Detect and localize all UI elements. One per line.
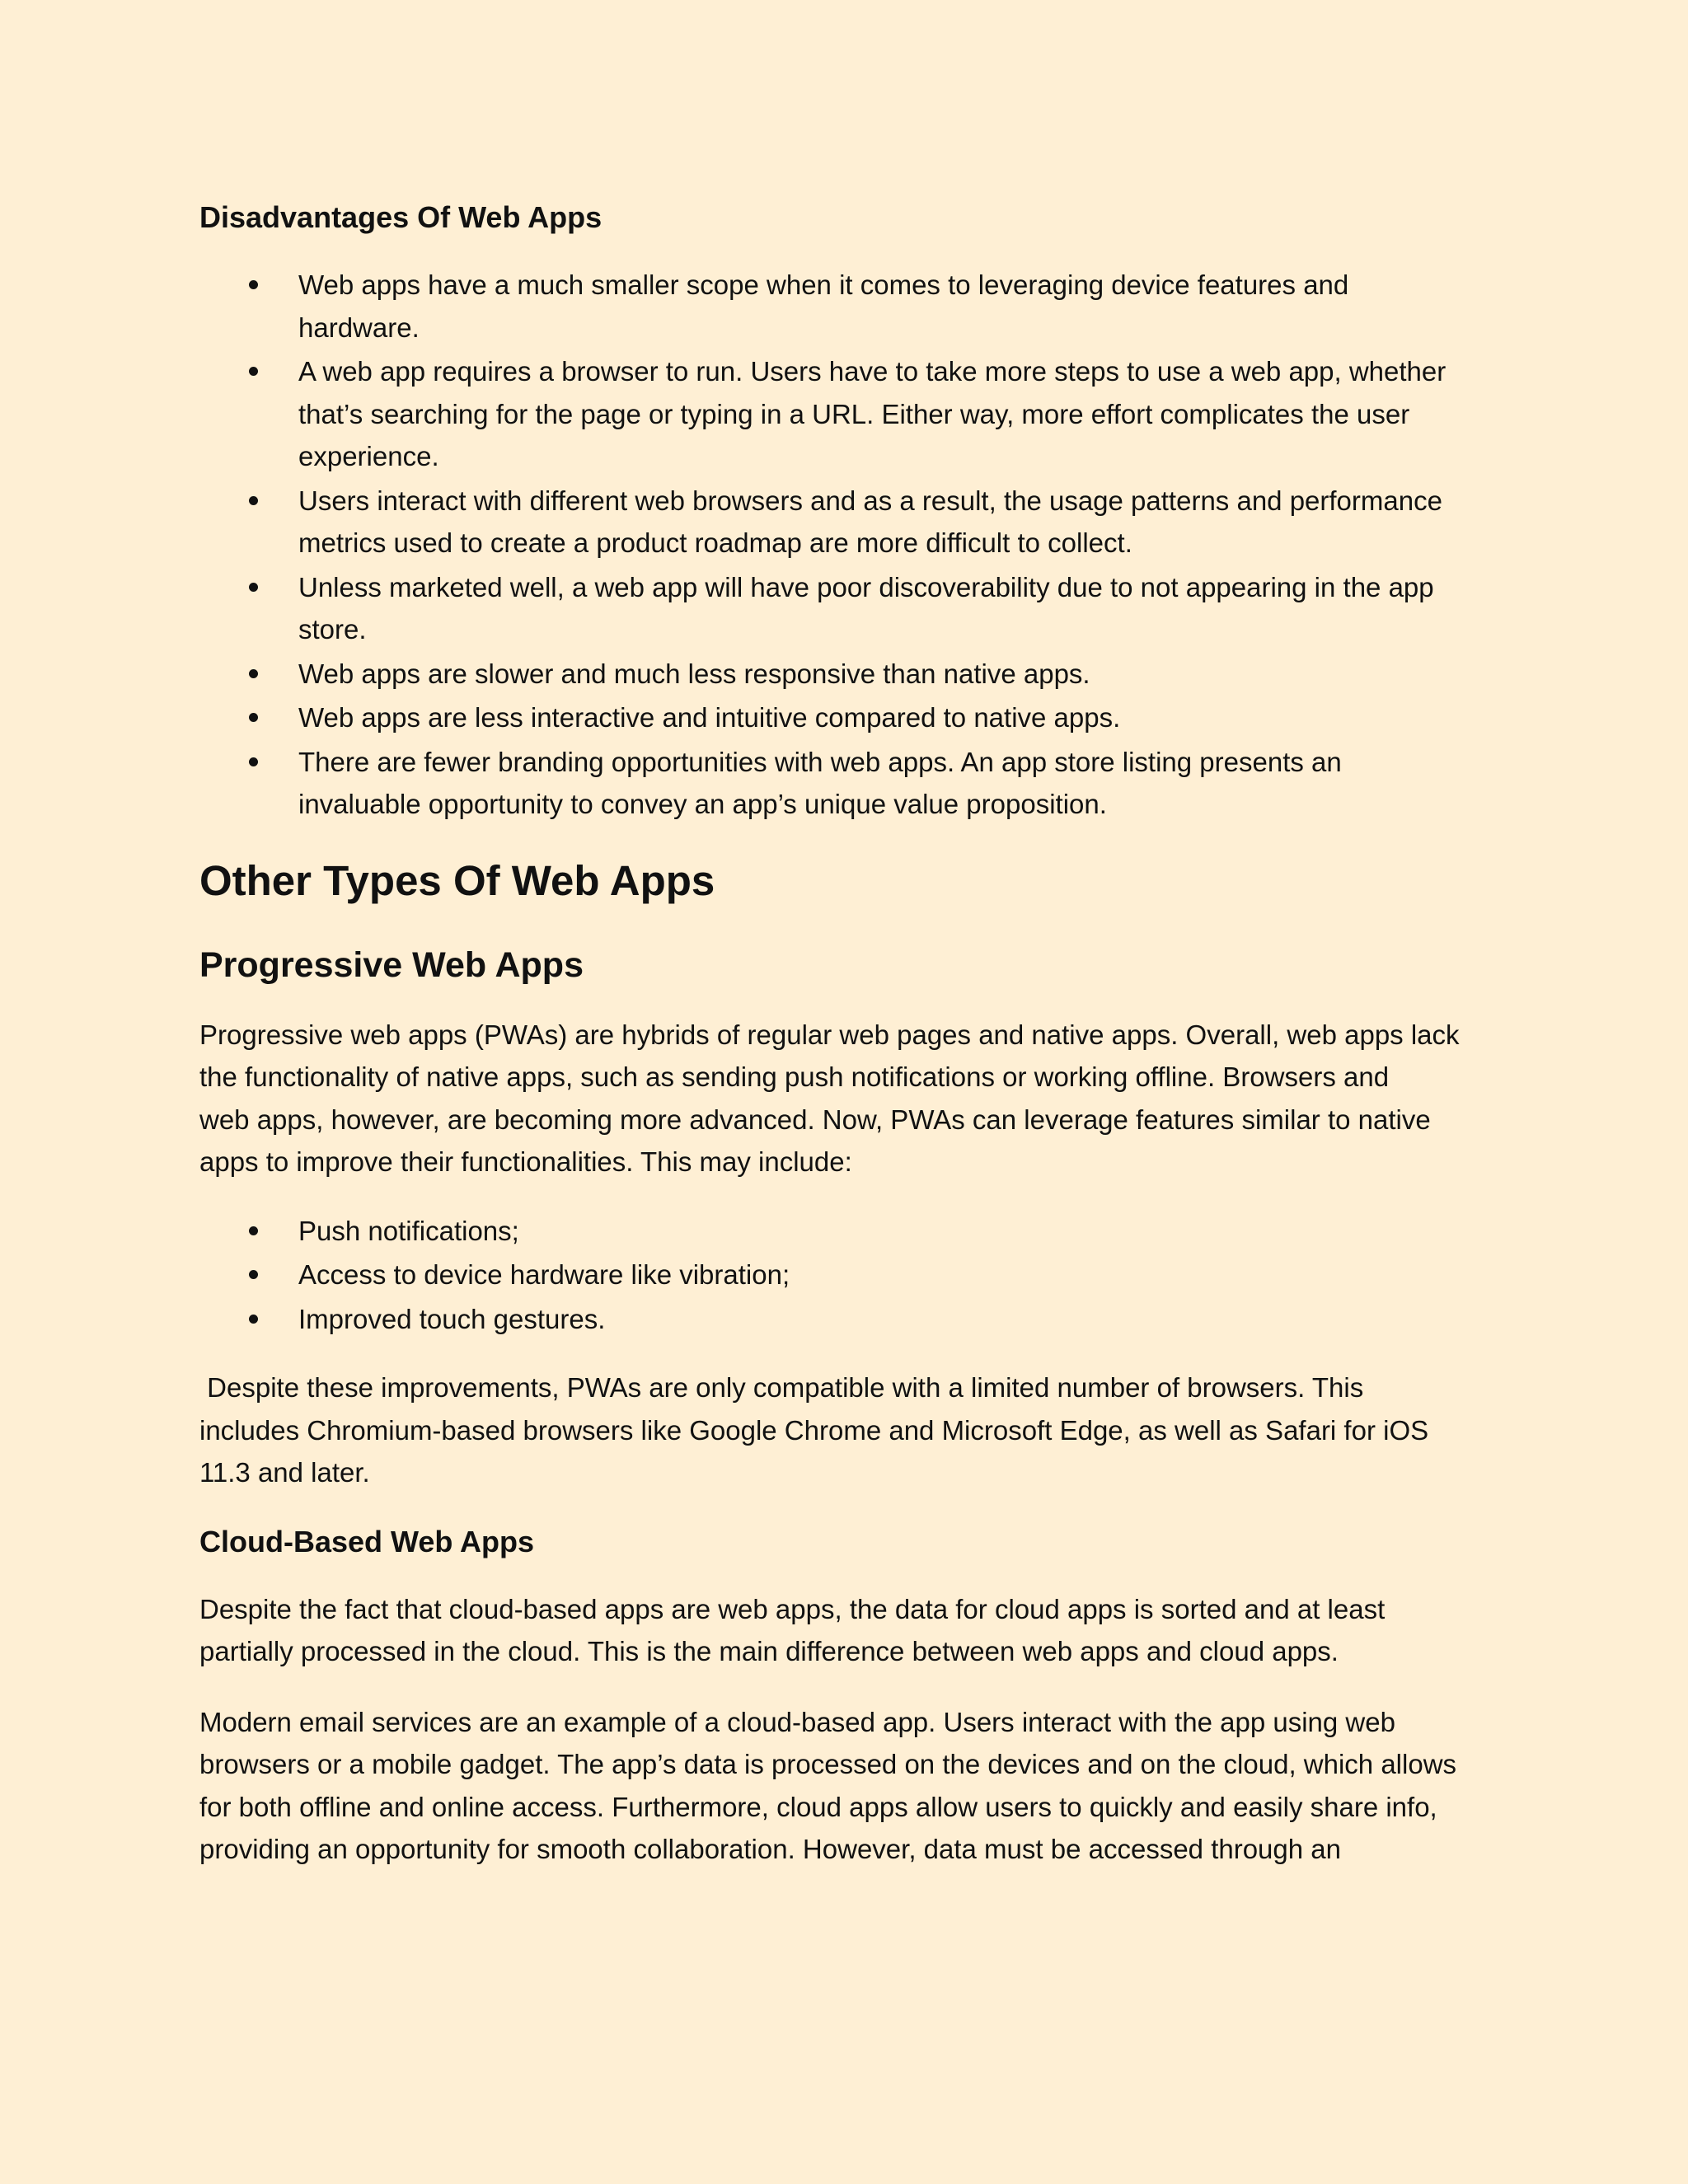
paragraph-line: apps to improve their functionalities. This may include:: [199, 1146, 852, 1177]
cloud-heading: Cloud-Based Web Apps: [199, 1524, 535, 1558]
other-types-heading: Other Types Of Web Apps: [199, 856, 715, 904]
list-item: [199, 1254, 1493, 1296]
list-item: [199, 1210, 1493, 1253]
paragraph-line: 11.3 and later.: [199, 1457, 370, 1488]
paragraph-line: Despite the fact that cloud-based apps are web apps, the data for cloud apps is sorted and at least: [199, 1593, 1386, 1624]
list-item: [199, 350, 1493, 478]
list-item: [199, 741, 1493, 826]
list-item-line: Web apps are slower and much less responsive than native apps.: [298, 658, 1090, 689]
list-item-line: invaluable opportunity to convey an app’s unique value proposition.: [298, 789, 1107, 819]
bullet-icon: [249, 1270, 258, 1279]
bullet-icon: [249, 367, 258, 376]
paragraph-line: includes Chromium-based browsers like Google Chrome and Microsoft Edge, as well as Safari for iOS: [199, 1414, 1429, 1446]
bullet-icon: [249, 1315, 258, 1324]
bullet-icon: [249, 583, 258, 592]
pwa-features-list: [199, 1210, 1493, 1341]
list-item-line: Unless marketed well, a web app will have poor discoverability due to not appearing in the app: [298, 571, 1434, 602]
document-content: [199, 194, 1493, 1871]
disadvantages-list: [199, 264, 1493, 826]
list-item-line: Users interact with different web browsers and as a result, the usage patterns and performance: [298, 485, 1442, 516]
cloud-paragraph-2: [199, 1701, 1493, 1871]
paragraph-line: Despite these improvements, PWAs are only compatible with a limited number of browsers. This: [199, 1372, 1364, 1403]
paragraph-line: the functionality of native apps, such as sending push notifications or working offline. Browsers and: [199, 1062, 1390, 1092]
paragraph-line: providing an opportunity for smooth collaboration. However, data must be accessed through an: [199, 1834, 1341, 1864]
list-item: [199, 566, 1493, 651]
bullet-icon: [249, 757, 258, 766]
list-item: [199, 480, 1493, 565]
list-item-line: store.: [298, 614, 367, 644]
paragraph-line: Modern email services are an example of a cloud-based app. Users interact with the app using web: [199, 1706, 1395, 1737]
bullet-icon: [249, 1226, 258, 1235]
disadvantages-heading: Disadvantages Of Web Apps: [199, 200, 603, 234]
pwa-heading: Progressive Web Apps: [199, 944, 584, 985]
paragraph-line: browsers or a mobile gadget. The app’s data is processed on the devices and on the cloud, which allows: [199, 1749, 1457, 1779]
bullet-icon: [249, 713, 258, 722]
list-item-line: experience.: [298, 441, 439, 471]
list-item-line: Web apps have a much smaller scope when it comes to leveraging device features and: [298, 269, 1349, 300]
list-item-line: Access to device hardware like vibration;: [298, 1259, 790, 1290]
list-item: [199, 264, 1493, 349]
paragraph-line: web apps, however, are becoming more advanced. Now, PWAs can leverage features similar to native: [199, 1104, 1431, 1135]
bullet-icon: [249, 280, 258, 289]
paragraph-line: partially processed in the cloud. This is the main difference between web apps and cloud apps.: [199, 1636, 1339, 1666]
list-item: [199, 696, 1493, 739]
list-item-line: A web app requires a browser to run. Users have to take more steps to use a web app, whether: [298, 356, 1447, 387]
cloud-paragraph-1: [199, 1588, 1493, 1673]
paragraph-line: Progressive web apps (PWAs) are hybrids of regular web pages and native apps. Overall, web apps lack: [199, 1019, 1460, 1050]
list-item-line: Improved touch gestures.: [298, 1303, 606, 1334]
bullet-icon: [249, 496, 258, 505]
list-item-line: metrics used to create a product roadmap are more difficult to collect.: [298, 527, 1132, 558]
paragraph-line: for both offline and online access. Furthermore, cloud apps allow users to quickly and easily share info,: [199, 1791, 1437, 1822]
list-item: [199, 1298, 1493, 1341]
bullet-icon: [249, 669, 258, 678]
pwa-compat-paragraph: [199, 1366, 1493, 1494]
list-item-line: Push notifications;: [298, 1215, 519, 1246]
list-item-line: Web apps are less interactive and intuitive compared to native apps.: [298, 702, 1121, 733]
list-item: [199, 653, 1493, 696]
list-item-line: that’s searching for the page or typing in a URL. Either way, more effort complicates the user: [298, 398, 1410, 429]
list-item-line: There are fewer branding opportunities with web apps. An app store listing presents an: [298, 746, 1342, 777]
pwa-intro-paragraph: [199, 1014, 1493, 1183]
list-item-line: hardware.: [298, 312, 420, 343]
